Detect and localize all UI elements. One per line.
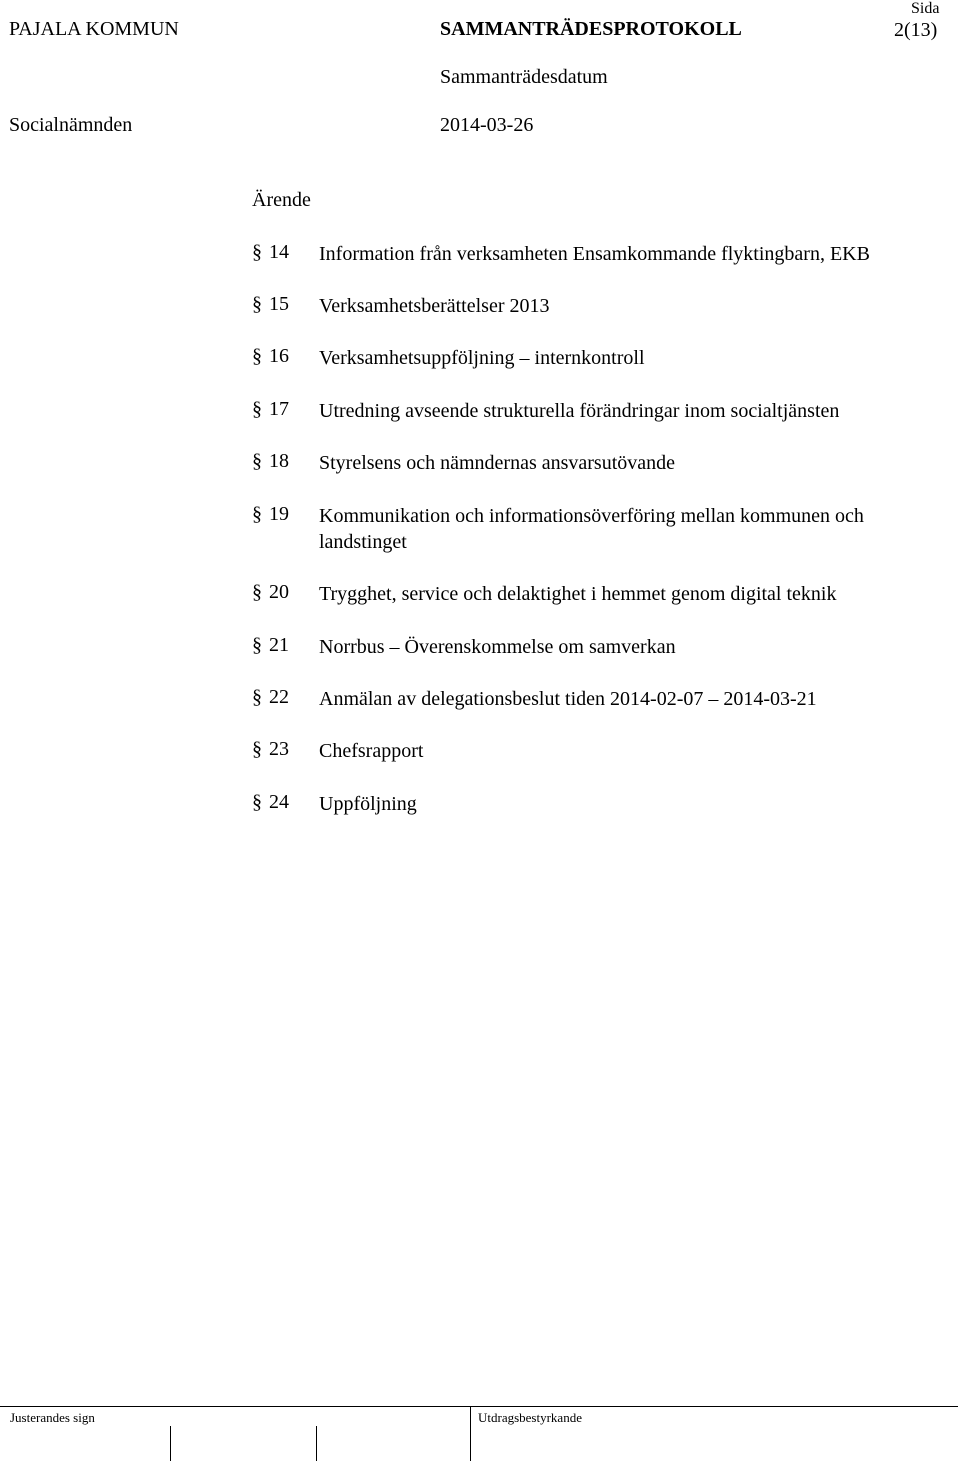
agenda-item-text: Verksamhetsberättelser 2013 bbox=[319, 295, 550, 317]
section-symbol: § bbox=[252, 345, 262, 367]
agenda-item-text: Information från verksamheten Ensamkommande flyktingbarn, EKB bbox=[319, 243, 870, 265]
signature-label: Justerandes sign bbox=[10, 1410, 95, 1425]
signature-field-divider bbox=[316, 1426, 317, 1461]
document-title: SAMMANTRÄDESPROTOKOLL bbox=[440, 18, 742, 40]
agenda-item-number: 20 bbox=[269, 581, 289, 603]
committee-name: Socialnämnden bbox=[9, 114, 133, 136]
agenda-item-text: Chefsrapport bbox=[319, 740, 424, 762]
agenda-item-text: Kommunikation och informationsöverföring mellan kommunen och landstinget bbox=[319, 505, 864, 553]
page-label: Sida bbox=[911, 0, 940, 17]
page-number: 2(13) bbox=[894, 19, 938, 41]
extract-certification-label: Utdragsbestyrkande bbox=[478, 1410, 582, 1425]
meeting-date: 2014-03-26 bbox=[440, 114, 534, 136]
agenda-item-text: Norrbus – Överenskommelse om samverkan bbox=[319, 636, 676, 658]
agenda-item-text: Anmälan av delegationsbeslut tiden 2014-02-07 – 2014-03-21 bbox=[319, 688, 817, 710]
section-symbol: § bbox=[252, 581, 262, 603]
agenda-item-number: 17 bbox=[269, 398, 289, 420]
agenda-item-number: 14 bbox=[269, 241, 289, 263]
agenda-item-text: Uppföljning bbox=[319, 793, 417, 815]
agenda-item-number: 23 bbox=[269, 738, 289, 760]
agenda-item-text: Utredning avseende strukturella förändringar inom socialtjänsten bbox=[319, 400, 840, 422]
section-symbol: § bbox=[252, 398, 262, 420]
agenda-item-number: 21 bbox=[269, 634, 289, 656]
agenda-item-number: 16 bbox=[269, 345, 289, 367]
section-symbol: § bbox=[252, 738, 262, 760]
agenda-item-text: Trygghet, service och delaktighet i hemmet genom digital teknik bbox=[319, 583, 837, 605]
meeting-date-label: Sammanträdesdatum bbox=[440, 66, 608, 88]
agenda-item-number: 15 bbox=[269, 293, 289, 315]
section-symbol: § bbox=[252, 634, 262, 656]
section-symbol: § bbox=[252, 450, 262, 472]
agenda-heading: Ärende bbox=[252, 189, 311, 211]
organization-name: PAJALA KOMMUN bbox=[9, 18, 179, 40]
section-symbol: § bbox=[252, 241, 262, 263]
agenda-item-number: 19 bbox=[269, 503, 289, 525]
agenda-item-number: 18 bbox=[269, 450, 289, 472]
footer-section-divider bbox=[470, 1407, 471, 1461]
agenda-item-text: Verksamhetsuppföljning – internkontroll bbox=[319, 347, 645, 369]
section-symbol: § bbox=[252, 686, 262, 708]
section-symbol: § bbox=[252, 293, 262, 315]
signature-footer bbox=[0, 1406, 958, 1461]
agenda-item-number: 24 bbox=[269, 791, 289, 813]
agenda-item-text: Styrelsens och nämndernas ansvarsutövande bbox=[319, 452, 676, 474]
agenda-item-number: 22 bbox=[269, 686, 289, 708]
signature-field-divider bbox=[170, 1426, 171, 1461]
section-symbol: § bbox=[252, 791, 262, 813]
section-symbol: § bbox=[252, 503, 262, 525]
